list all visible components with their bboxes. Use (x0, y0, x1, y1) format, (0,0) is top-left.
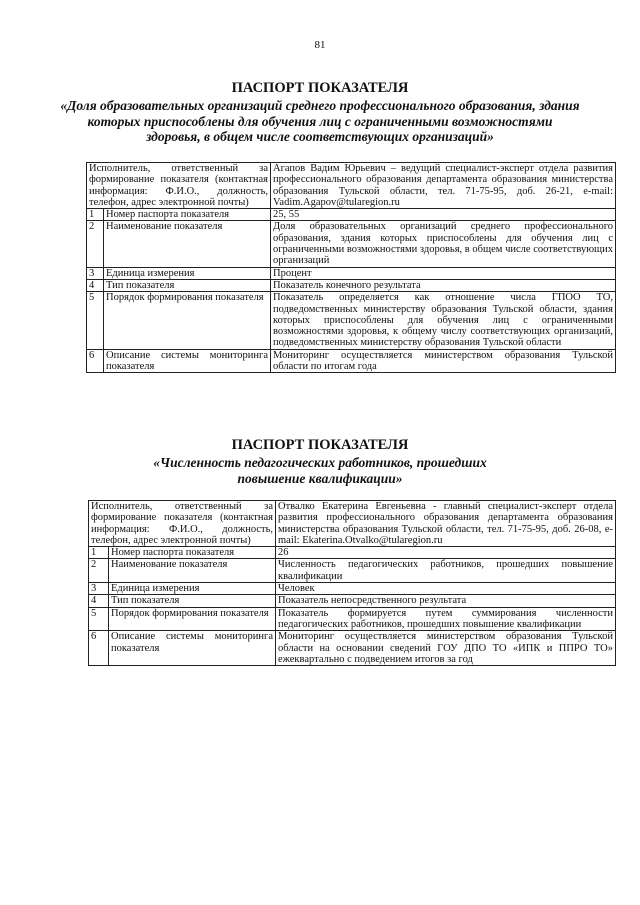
row-label: Описание системы мониторинга показателя (109, 631, 276, 666)
row-label: Единица измерения (109, 583, 276, 595)
passport-2-heading: ПАСПОРТ ПОКАЗАТЕЛЯ (231, 437, 409, 453)
table-row (87, 221, 616, 267)
table-row (89, 583, 616, 595)
row-value: Процент (271, 267, 616, 279)
row-value: Показатель формируется путем суммирования численности педагогических работников, прошедших повышение квалификации (276, 607, 616, 631)
row-value: Человек (276, 583, 616, 595)
row-label: Тип показателя (109, 595, 276, 607)
table-row (87, 279, 616, 291)
row-value: Показатель определяется как отношение числа ГПОО ТО, подведомственных министерству образования Тульской области, здания которых приспособлены для обучения лиц с ограниченными возможностями здоровья, к общему числу соответствующих организаций, подведомственных министерству образования Тульской области (271, 292, 616, 349)
passport-1-table (86, 162, 616, 373)
row-value: Показатель конечного результата (271, 279, 616, 291)
row-label: Порядок формирования показателя (104, 292, 271, 349)
executor-label: Исполнитель, ответственный за формирование показателя (контактная информация: Ф.И.О., должность, телефон, адрес электронной почты) (87, 163, 271, 209)
row-label: Порядок формирования показателя (109, 607, 276, 631)
row-number: 2 (89, 559, 109, 583)
row-number: 4 (87, 279, 104, 291)
row-value: 26 (276, 547, 616, 559)
table-row (87, 209, 616, 221)
passport-2-title (60, 437, 580, 486)
row-label: Наименование показателя (109, 559, 276, 583)
executor-value: Отвалко Екатерина Евгеньевна - главный специалист-эксперт отдела развития профессионального образования департамента образования министерства образования Тульской области, тел. 71-75-95, доб. 26-08, e-mail: Ekaterina.Otvalko@tularegion.ru (276, 501, 616, 547)
row-number: 3 (87, 267, 104, 279)
table-row (87, 292, 616, 349)
row-label: Единица измерения (104, 267, 271, 279)
table-row (89, 559, 616, 583)
row-label: Тип показателя (104, 279, 271, 291)
table-row (89, 607, 616, 631)
row-number: 1 (87, 209, 104, 221)
row-value: Доля образовательных организаций среднего профессионального образования, здания которых приспособлены для обучения лиц с ограниченными возможностями здоровья, в общем числе соответствующих организаций (271, 221, 616, 267)
row-label: Наименование показателя (104, 221, 271, 267)
table-row (87, 349, 616, 373)
row-number: 4 (89, 595, 109, 607)
row-number: 5 (89, 607, 109, 631)
passport-2-subtitle: «Численность педагогических работников, прошедших повышение квалификации» (153, 455, 487, 486)
table-row (87, 163, 616, 209)
row-label: Номер паспорта показателя (104, 209, 271, 221)
table-row (89, 631, 616, 666)
passport-1-subtitle: «Доля образовательных организаций среднего профессионального образования, здания которых приспособлены для обучения лиц с ограниченными возможностями здоровья, в общем числе соответствующих организаций» (60, 98, 580, 144)
row-label: Номер паспорта показателя (109, 547, 276, 559)
table-row (89, 501, 616, 547)
row-number: 1 (89, 547, 109, 559)
row-number: 6 (89, 631, 109, 666)
passport-2-table (88, 500, 616, 666)
table-row (89, 595, 616, 607)
page-number: 81 (314, 39, 326, 51)
passport-1-title (60, 80, 580, 145)
row-number: 5 (87, 292, 104, 349)
row-number: 6 (87, 349, 104, 373)
passport-1-heading: ПАСПОРТ ПОКАЗАТЕЛЯ (231, 80, 409, 96)
row-value: 25, 55 (271, 209, 616, 221)
table-row (87, 267, 616, 279)
row-label: Описание системы мониторинга показателя (104, 349, 271, 373)
executor-label: Исполнитель, ответственный за формирование показателя (контактная информация: Ф.И.О., должность, телефон, адрес электронной почты) (89, 501, 276, 547)
row-value: Показатель непосредственного результата (276, 595, 616, 607)
row-number: 2 (87, 221, 104, 267)
row-number: 3 (89, 583, 109, 595)
table-row (89, 547, 616, 559)
row-value: Мониторинг осуществляется министерством образования Тульской области по итогам года (271, 349, 616, 373)
row-value: Численность педагогических работников, прошедших повышение квалификации (276, 559, 616, 583)
executor-value: Агапов Вадим Юрьевич – ведущий специалист-эксперт отдела развития профессионального образования департамента образования министерства образования Тульской области, тел. 71-75-95, доб. 26-21, e-mail: Vadim.Agapov@tularegion.ru (271, 163, 616, 209)
row-value: Мониторинг осуществляется министерством образования Тульской области на основании сведений ГОУ ДПО ТО «ИПК и ППРО ТО» ежеквартально с подведением итогов за год (276, 631, 616, 666)
